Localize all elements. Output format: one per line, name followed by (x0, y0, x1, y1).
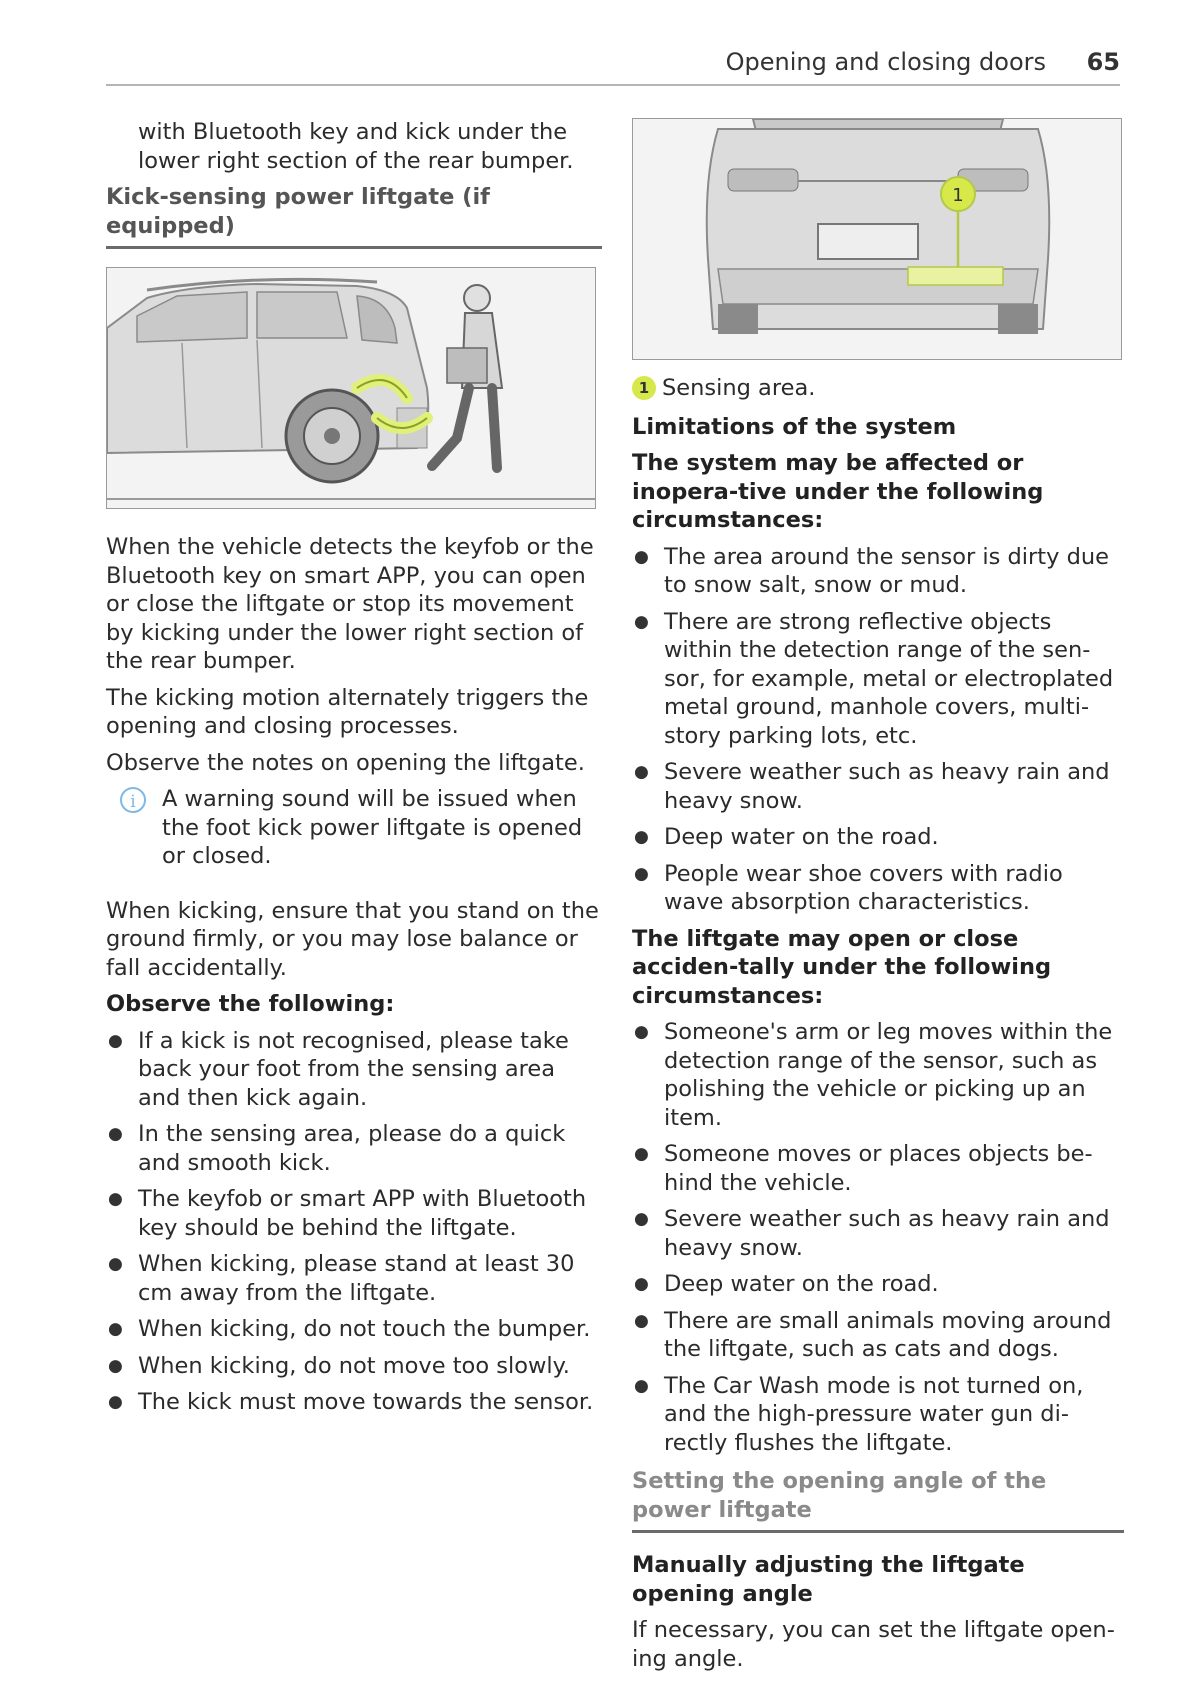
info-note-text: A warning sound will be issued when the foot kick power liftgate is opened or closed. (162, 786, 583, 869)
list-item: ● If a kick is not recognised, please take back your foot from the sensing area and then kick again. (106, 1027, 602, 1113)
list-item: ● Deep water on the road. (632, 1270, 1124, 1299)
paragraph-detect: When the vehicle detects the keyfob or the Bluetooth key on smart APP, you can open or close the liftgate or stop its movement by kicking under the lower right section of the rear bumper. (106, 534, 594, 674)
paragraph-stand-firmly: When kicking, ensure that you stand on the ground firmly, or you may lose balance or fall accidentally. (106, 897, 599, 981)
paragraph-alternate: The kicking motion alternately triggers the opening and closing processes. (106, 684, 589, 739)
chapter-title: Opening and closing doors (725, 48, 1046, 76)
list-item: ● The Car Wash mode is not turned on, and the high-pressure water gun di-rectly flushes the liftgate. (632, 1372, 1124, 1458)
affected-heading: The system may be affected or inopera-tive under the following circumstances: (632, 450, 1044, 533)
intro-text: with Bluetooth key and kick under the lower right section of the rear bumper. (138, 119, 574, 174)
list-item: ● There are strong reflective objects within the detection range of the sen-sor, for example, metal or electroplated metal ground, manhole covers, multi-story parking lots, etc. (632, 608, 1124, 751)
page-header (106, 44, 1120, 86)
list-item: ● People wear shoe covers with radio wave absorption characteristics. (632, 860, 1124, 917)
limitations-heading: Limitations of the system (632, 413, 957, 440)
page-number: 65 (1086, 48, 1120, 76)
accidental-heading: The liftgate may open or close acciden-tally under the following circumstances: (632, 925, 1052, 1009)
manual-text: If necessary, you can set the liftgate open-ing angle. (632, 1617, 1115, 1672)
list-item: ● There are small animals moving around the liftgate, such as cats and dogs. (632, 1307, 1124, 1364)
list-item: ● Severe weather such as heavy rain and heavy snow. (632, 758, 1124, 815)
list-item: ● The keyfob or smart APP with Bluetooth key should be behind the liftgate. (106, 1185, 602, 1242)
callout-text: Sensing area. (662, 375, 816, 401)
callout-badge: 1 (632, 376, 656, 400)
list-item: ● The area around the sensor is dirty due to snow salt, snow or mud. (632, 543, 1124, 600)
callout-marker-label: 1 (952, 185, 964, 206)
affected-list (632, 543, 1124, 917)
accidental-list (632, 1018, 1124, 1457)
rear-view-illustration (632, 118, 1122, 360)
list-item: ● When kicking, please stand at least 30 cm away from the liftgate. (106, 1250, 602, 1307)
list-item: ● Severe weather such as heavy rain and heavy snow. (632, 1205, 1124, 1262)
manual-heading: Manually adjusting the liftgate opening angle (632, 1552, 1025, 1607)
callout-legend (632, 374, 1124, 403)
observe-heading: Observe the following: (106, 991, 395, 1017)
right-column (632, 118, 1124, 1681)
observe-list (106, 1027, 602, 1417)
car-side-with-person-illustration (107, 268, 595, 508)
list-item: ● Deep water on the road. (632, 823, 1124, 852)
list-item: ● When kicking, do not move too slowly. (106, 1352, 602, 1381)
section-title-opening-angle: Setting the opening angle of the power liftgate (632, 1467, 1124, 1533)
section-title-kick-sensing: Kick-sensing power liftgate (if equipped) (106, 183, 602, 249)
info-icon: i (120, 787, 146, 813)
list-item: ● The kick must move towards the sensor. (106, 1388, 602, 1417)
list-item: ● In the sensing area, please do a quick and smooth kick. (106, 1120, 602, 1177)
kick-illustration (106, 267, 596, 509)
info-note (106, 785, 602, 871)
list-item: ● When kicking, do not touch the bumper. (106, 1315, 602, 1344)
list-item: ● Someone's arm or leg moves within the detection range of the sensor, such as polishing the vehicle or picking up an item. (632, 1018, 1124, 1132)
car-rear-illustration (633, 119, 1121, 359)
left-column (106, 118, 602, 1425)
list-item: ● Someone moves or places objects be-hind the vehicle. (632, 1140, 1124, 1197)
paragraph-observe-notes: Observe the notes on opening the liftgate. (106, 749, 585, 776)
